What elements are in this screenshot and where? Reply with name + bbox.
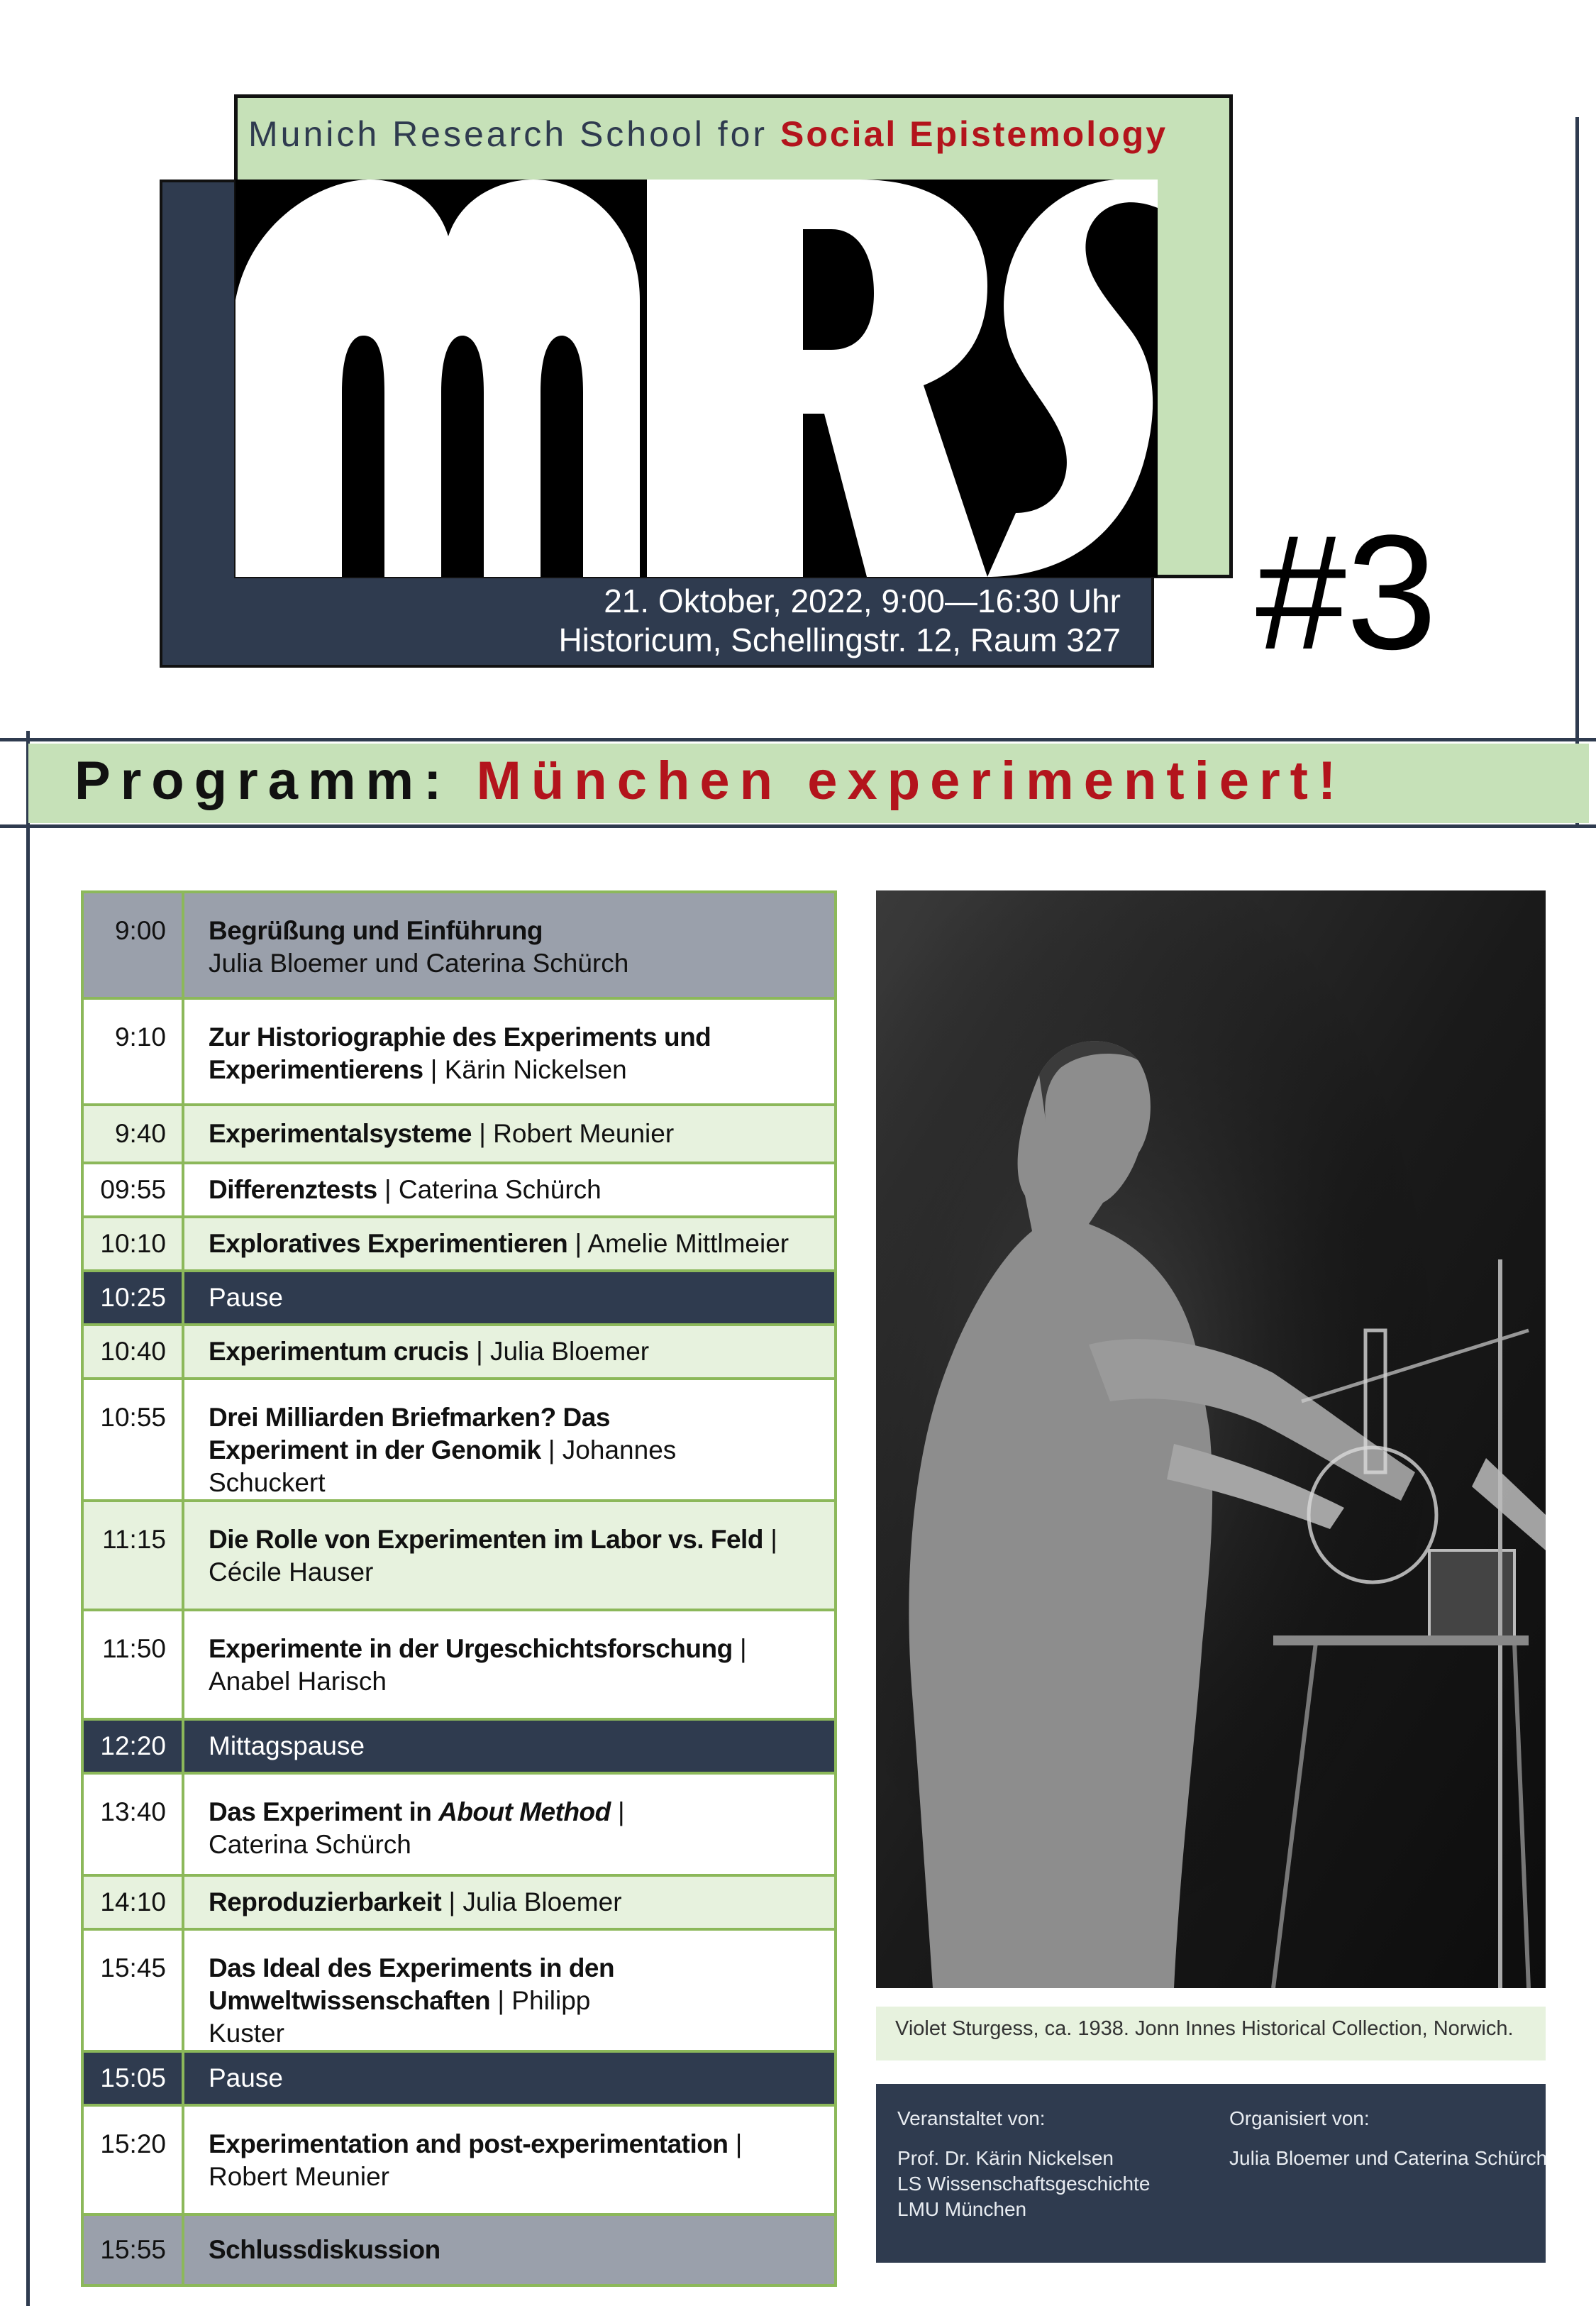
schedule-entry [183,998,836,1105]
organized-names: Julia Bloemer und Caterina Schürch [1229,2147,1548,2169]
schedule-row [82,2214,836,2285]
schedule-row [82,1773,836,1875]
talk-title: Begrüßung und Einführung [209,916,543,945]
schedule-time: 13:40 [82,1773,183,1875]
program-label: Programm: [74,751,452,811]
schedule-entry [183,1719,836,1773]
hosted-line: LMU München [897,2198,1027,2220]
talk-speaker: | Johannes Schuckert [209,1435,677,1497]
schedule-table [81,890,837,2287]
school-title [248,114,1168,155]
schedule-entry [183,1163,836,1217]
schedule-entry [183,1501,836,1610]
schedule-entry [183,1610,836,1719]
schedule-row-break [82,2051,836,2105]
schedule-time: 11:50 [82,1610,183,1719]
talk-title: Experimente in der Urgeschichtsforschung [209,1634,733,1663]
schedule-entry [183,1217,836,1271]
schedule-row [82,1105,836,1163]
talk-speaker: | Caterina Schürch [209,1797,625,1859]
schedule-row [82,998,836,1105]
organized-label: Organisiert von: [1229,2107,1370,2129]
schedule-entry [183,1773,836,1875]
schedule-row [82,2105,836,2214]
talk-title: Reproduzierbarkeit [209,1887,442,1916]
frame-line-bottom [0,824,1596,828]
talk-title: Differenztests [209,1175,377,1204]
talk-title: Experimentation and post-experimentation [209,2129,728,2158]
schedule-entry [183,1379,836,1501]
talk-title: Die Rolle von Experimenten im Labor vs. Feld [209,1525,763,1554]
talk-title-emphasis: About Method [438,1797,611,1826]
schedule-time: 10:40 [82,1325,183,1379]
schedule-time: 11:15 [82,1501,183,1610]
edition-number: #3 [1256,501,1437,683]
photo-caption: Violet Sturgess, ca. 1938. Jonn Innes Historical Collection, Norwich. [895,2017,1514,2040]
program-banner-text [74,750,1346,812]
mrs-logo [235,180,1158,577]
talk-title: Schlussdiskussion [209,2235,440,2264]
schedule-time: 15:20 [82,2105,183,2214]
schedule-time: 14:10 [82,1875,183,1929]
talk-title: Experimentalsysteme [209,1119,472,1148]
talk-title: Zur Historiographie des Experiments und Experimentierens [209,1022,711,1084]
schedule-time: 15:05 [82,2051,183,2105]
schedule-entry [183,2051,836,2105]
event-location: Historicum, Schellingstr. 12, Raum 327 [558,622,1121,658]
schedule-row [82,892,836,998]
schedule-entry [183,1929,836,2051]
schedule-time: 10:25 [82,1271,183,1325]
program-title: München experimentiert! [476,751,1346,811]
historical-photo [876,890,1546,1988]
schedule-time: 9:40 [82,1105,183,1163]
talk-speaker: | Amelie Mittlmeier [567,1229,789,1258]
talk-speaker: | Cécile Hauser [209,1525,777,1587]
schedule-time: 15:45 [82,1929,183,2051]
hosted-line: Prof. Dr. Kärin Nickelsen [897,2147,1114,2169]
schedule-entry [183,1271,836,1325]
talk-speaker: | Julia Bloemer [468,1337,650,1366]
talk-title [209,1797,611,1826]
schedule-entry [183,892,836,998]
schedule-time: 15:55 [82,2214,183,2285]
talk-speaker: | Philipp Kuster [209,1986,591,2048]
schedule-time: 09:55 [82,1163,183,1217]
schedule-entry [183,1325,836,1379]
break-label: Pause [209,2063,283,2092]
break-label: Mittagspause [209,1731,365,1760]
schedule-row-break [82,1719,836,1773]
talk-speaker: | Caterina Schürch [377,1175,602,1204]
talk-speaker: Julia Bloemer und Caterina Schürch [209,949,629,978]
schedule-row [82,1610,836,1719]
talk-speaker: | Kärin Nickelsen [423,1055,627,1084]
talk-title-pre: Das Experiment in [209,1797,439,1826]
schedule-row [82,1379,836,1501]
schedule-entry [183,2105,836,2214]
talk-title: Das Ideal des Experiments in den Umweltwissenschaften [209,1953,615,2015]
schedule-entry [183,1875,836,1929]
talk-title: Exploratives Experimentieren [209,1229,568,1258]
schedule-time: 10:55 [82,1379,183,1501]
school-title-prefix: Munich Research School for [248,114,768,154]
frame-line-left [26,731,30,2306]
talk-speaker: | Robert Meunier [209,2129,743,2191]
school-title-highlight: Social Epistemology [780,114,1168,154]
talk-speaker: | Anabel Harisch [209,1634,747,1696]
event-date: 21. Oktober, 2022, 9:00—16:30 Uhr [604,583,1121,619]
talk-title: Drei Milliarden Briefmarken? Das Experiment in der Genomik [209,1403,610,1464]
schedule-row [82,1929,836,2051]
talk-speaker: | Robert Meunier [471,1119,675,1148]
schedule-row-break [82,1271,836,1325]
frame-line-top [0,738,1596,741]
schedule-row [82,1501,836,1610]
schedule-entry [183,1105,836,1163]
schedule-time: 9:10 [82,998,183,1105]
schedule-entry [183,2214,836,2285]
schedule-row [82,1325,836,1379]
schedule-time: 10:10 [82,1217,183,1271]
hosted-line: LS Wissenschaftsgeschichte [897,2173,1151,2195]
schedule-row [82,1217,836,1271]
talk-title: Experimentum crucis [209,1337,469,1366]
schedule-row [82,1163,836,1217]
schedule-time: 12:20 [82,1719,183,1773]
frame-line-right-top [1575,117,1579,827]
break-label: Pause [209,1283,283,1312]
schedule-time: 9:00 [82,892,183,998]
schedule-row [82,1875,836,1929]
hosted-label: Veranstaltet von: [897,2107,1046,2129]
talk-speaker: | Julia Bloemer [441,1887,622,1916]
